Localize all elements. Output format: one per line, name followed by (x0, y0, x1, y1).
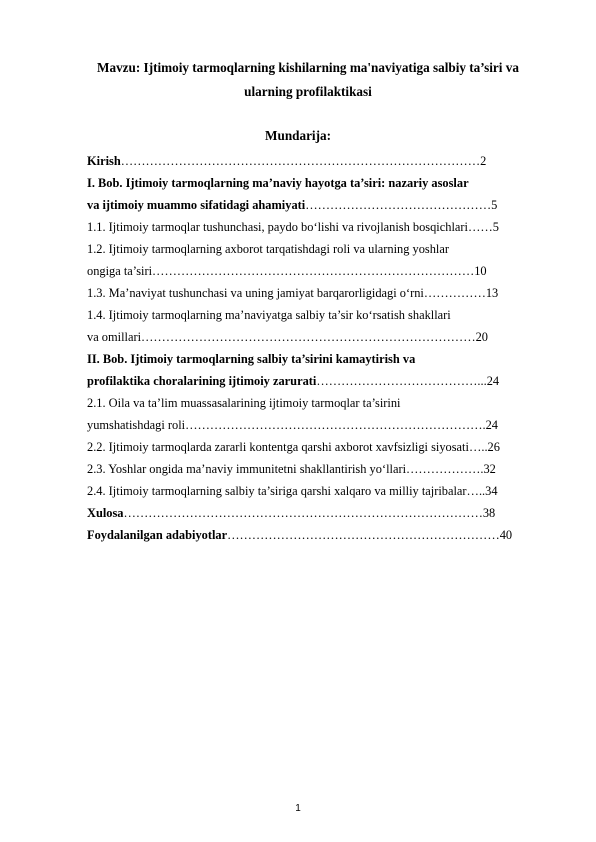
toc-entry: profilaktika choralarining ijtimoiy zarurati…………………………………...24 (87, 374, 500, 388)
toc-entry: Kirish……………………………………………………………………………2 (87, 154, 487, 168)
toc-entry: Xulosa……………………………………………………………………………38 (87, 506, 496, 520)
document-title (70, 56, 546, 104)
toc-entry: yumshatishdagi roli……………………………………………………………….24 (87, 418, 498, 432)
toc-entry: 1.4. Ijtimoiy tarmoqlarning ma’naviyatga salbiy ta’sir ko‘rsatish shakllari (87, 308, 451, 322)
toc-entry: 2.1. Oila va ta’lim muassasalarining ijtimoiy tarmoqlar ta’sirini (87, 396, 401, 410)
toc-entry: 1.2. Ijtimoiy tarmoqlarning axborot tarqatishdagi roli va ularning yoshlar (87, 242, 450, 256)
toc-entry: 1.1. Ijtimoiy tarmoqlar tushunchasi, paydo bo‘lishi va rivojlanish bosqichlari……5 (87, 220, 499, 234)
toc-entry: 1.3. Ma’naviyat tushunchasi va uning jamiyat barqarorligidagi o‘rni……………13 (87, 286, 499, 300)
page-number: 1 (295, 803, 301, 814)
toc-entry: I. Bob. Ijtimoiy tarmoqlarning ma’naviy hayotga ta’siri: nazariy asoslar (87, 176, 469, 190)
toc-entry: 2.2. Ijtimoiy tarmoqlarda zararli kontentga qarshi axborot xavfsizligi siyosati…..26 (87, 440, 500, 454)
toc-entry: ongiga ta’siri……………………………………………………………………10 (87, 264, 487, 278)
title-line-1: Mavzu: Ijtimoiy tarmoqlarning kishilarning ma'naviyatiga salbiy ta’siri va (97, 60, 519, 75)
toc-entry: 2.3. Yoshlar ongida ma’naviy immunitetni shakllantirish yo‘llari……………….32 (87, 462, 496, 476)
toc-entry: va ijtimoiy muammo sifatidagi ahamiyati………………………………………5 (87, 198, 498, 212)
table-of-contents (87, 150, 556, 546)
toc-entry: 2.4. Ijtimoiy tarmoqlarning salbiy ta’siriga qarshi xalqaro va milliy tajribalar…..34 (87, 484, 498, 498)
contents-heading: Mundarija: (265, 128, 331, 143)
toc-entry: va omillari………………………………………………………………………20 (87, 330, 488, 344)
toc-entry: II. Bob. Ijtimoiy tarmoqlarning salbiy ta’sirini kamaytirish va (87, 352, 416, 366)
toc-entry: Foydalanilgan adabiyotlar…………………………………………………………40 (87, 528, 513, 542)
title-line-2: ularning profilaktikasi (244, 84, 372, 99)
